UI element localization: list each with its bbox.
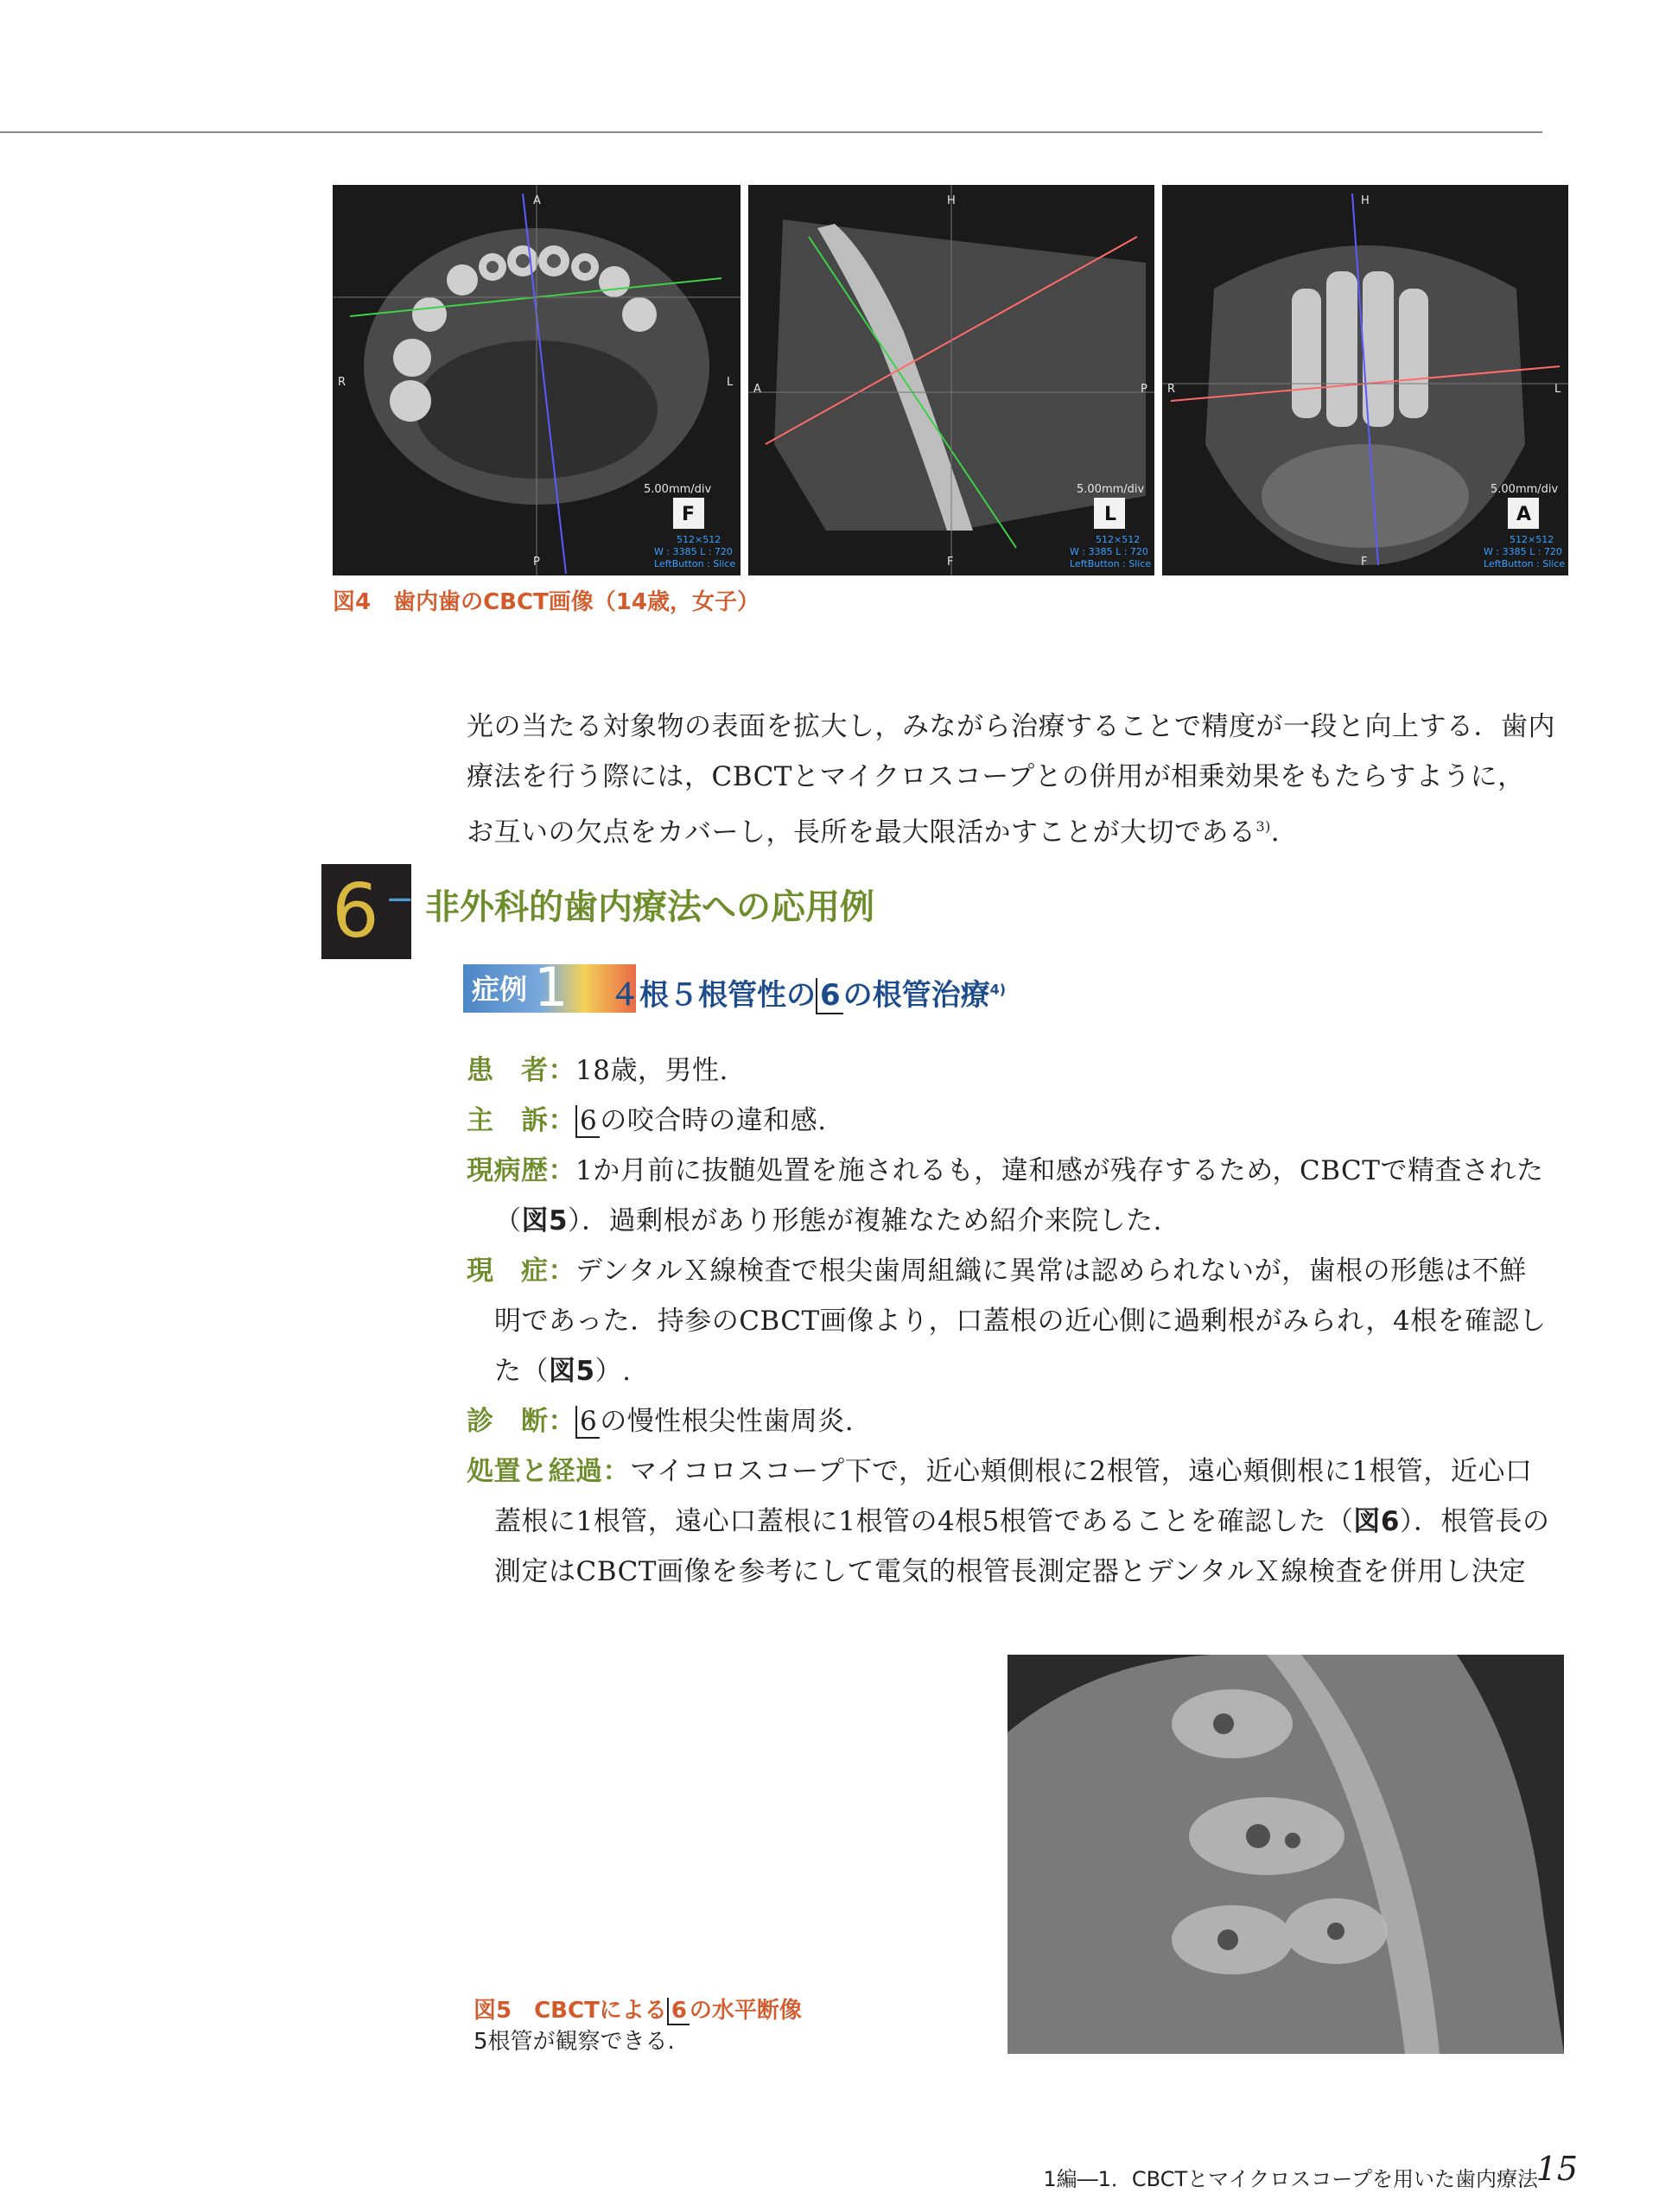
axial-info-window: W : 3385 L : 720 xyxy=(654,546,733,557)
sagittal-orient-right: P xyxy=(1141,383,1147,396)
entry-complaint: 主 訴： 6の咬合時の違和感. xyxy=(467,1105,827,1136)
axial-orient-top: A xyxy=(533,194,541,207)
case-title: ４根５根管性の 6の根管治療$^{4)}$ xyxy=(610,978,1007,1013)
running-head: 1編―1．CBCTとマイクロスコープを用いた歯内療法 xyxy=(1043,2167,1538,2191)
entry-patient: 患 者：18歳，男性. xyxy=(467,1055,728,1086)
coronal-info-mode: LeftButton : Slice xyxy=(1484,558,1566,569)
intro-line-1: 光の当たる対象物の表面を拡大し，みながら治療することで精度が一段と向上する．歯内 xyxy=(467,711,1555,742)
section-number: 6 xyxy=(332,868,379,955)
term-history: 現病歴： xyxy=(467,1155,575,1186)
axial-info-mode: LeftButton : Slice xyxy=(654,558,736,569)
figure-ref: 図6 xyxy=(1353,1506,1400,1537)
sagittal-info-window: W : 3385 L : 720 xyxy=(1070,546,1148,557)
figure5-caption: 図5 CBCTによる 6 の水平断像 xyxy=(474,1998,802,2024)
cbct-coronal-image xyxy=(1162,185,1568,575)
figure-ref: 図5 xyxy=(521,1205,569,1236)
intro-paragraph xyxy=(467,702,1555,857)
intro-line-3: お互いの欠点をカバーし，長所を最大限活かすことが大切である$^{3)}$． xyxy=(467,817,1299,849)
case-badge-label: 症例 xyxy=(472,973,528,1006)
coronal-info-size: 512×512 xyxy=(1510,534,1554,545)
term-present: 現 症： xyxy=(467,1255,575,1287)
figure-ref: 図5 xyxy=(549,1356,595,1387)
cbct-horizontal-section-image xyxy=(1007,1655,1564,2054)
axial-orient-bottom: P xyxy=(533,556,540,569)
citation-3: 3) xyxy=(1255,818,1271,835)
entry-history: 現病歴：1か月前に抜髄処置を施されるも，違和感が残存するため，CBCTで精査された xyxy=(467,1155,1544,1186)
header-rule xyxy=(0,131,1542,133)
axial-scale-label: 5.00mm/div xyxy=(644,483,712,496)
axial-orientation-cube: F xyxy=(682,504,696,525)
axial-orient-right: L xyxy=(727,376,734,389)
tooth-notation: 6 xyxy=(816,978,843,1014)
term-patient: 患 者： xyxy=(467,1055,575,1086)
figure4-caption: 図4 歯内歯のCBCT画像（14歳，女子） xyxy=(333,589,760,615)
sagittal-orient-top: H xyxy=(947,194,956,207)
axial-info-size: 512×512 xyxy=(677,534,721,545)
entry-treatment-cont: 蓋根に1根管，遠心口蓋根に1根管の4根5根管であることを確認した（図6）．根管長の xyxy=(494,1506,1550,1537)
entry-present-cont2: た（図5）. xyxy=(494,1356,632,1387)
entry-present: 現 症：デンタルＸ線検査で根尖歯周組織に異常は認められないが，歯根の形態は不鮮 xyxy=(467,1255,1527,1287)
sagittal-info-size: 512×512 xyxy=(1096,534,1141,545)
intro-line-2: 療法を行う際には，CBCTとマイクロスコープとの併用が相乗効果をもたらすように， xyxy=(467,761,1525,792)
entry-present-cont: 明であった．持参のCBCT画像より，口蓋根の近心側に過剰根がみられ，4根を確認し xyxy=(494,1306,1547,1337)
sagittal-orientation-cube: L xyxy=(1104,504,1117,525)
term-complaint: 主 訴： xyxy=(467,1105,575,1136)
section-title: 非外科的歯内療法への応用例 xyxy=(425,887,874,927)
section-dash: − xyxy=(385,880,415,919)
tooth-notation: 6 xyxy=(667,1998,690,2025)
case-badge-number: 1 xyxy=(534,956,569,1019)
term-diagnosis: 診 断： xyxy=(467,1406,575,1437)
coronal-orient-left: R xyxy=(1167,383,1176,396)
figure5-image xyxy=(1007,1655,1564,2054)
case-entries xyxy=(467,1046,1564,1597)
cbct-sagittal-image xyxy=(748,185,1154,575)
entry-treatment-cont2: 測定はCBCT画像を参考にして電気的根管長測定器とデンタルＸ線検査を併用し決定 xyxy=(494,1556,1527,1587)
figure5-subcaption: 5根管が観察できる. xyxy=(474,2029,675,2055)
cbct-coronal-panel xyxy=(1162,185,1568,575)
sagittal-orient-bottom: F xyxy=(947,556,954,569)
axial-orient-left: R xyxy=(338,376,346,389)
sagittal-info-mode: LeftButton : Slice xyxy=(1070,558,1152,569)
term-treatment: 処置と経過： xyxy=(467,1456,630,1487)
page-number: 15 xyxy=(1535,2150,1578,2188)
tooth-notation: 6 xyxy=(575,1105,600,1138)
entry-treatment: 処置と経過：マイコロスコープ下で，近心頬側根に2根管，遠心頬側根に1根管，近心口 xyxy=(467,1456,1533,1487)
coronal-orientation-cube: A xyxy=(1516,504,1532,525)
cbct-axial-panel xyxy=(333,185,741,575)
coronal-orient-right: L xyxy=(1554,383,1561,396)
tooth-notation: 6 xyxy=(575,1406,600,1439)
citation-4: 4) xyxy=(989,981,1007,998)
coronal-scale-label: 5.00mm/div xyxy=(1491,483,1559,496)
entry-diagnosis: 診 断： 6の慢性根尖性歯周炎. xyxy=(467,1406,855,1437)
cbct-sagittal-panel xyxy=(748,185,1154,575)
entry-history-cont: （図5）．過剰根があり形態が複雑なため紹介来院した. xyxy=(494,1205,1162,1236)
sagittal-orient-left: A xyxy=(753,383,761,396)
coronal-info-window: W : 3385 L : 720 xyxy=(1484,546,1562,557)
sagittal-scale-label: 5.00mm/div xyxy=(1077,483,1145,496)
coronal-orient-top: H xyxy=(1361,194,1370,207)
cbct-axial-image xyxy=(333,185,741,575)
coronal-orient-bottom: F xyxy=(1361,556,1368,569)
